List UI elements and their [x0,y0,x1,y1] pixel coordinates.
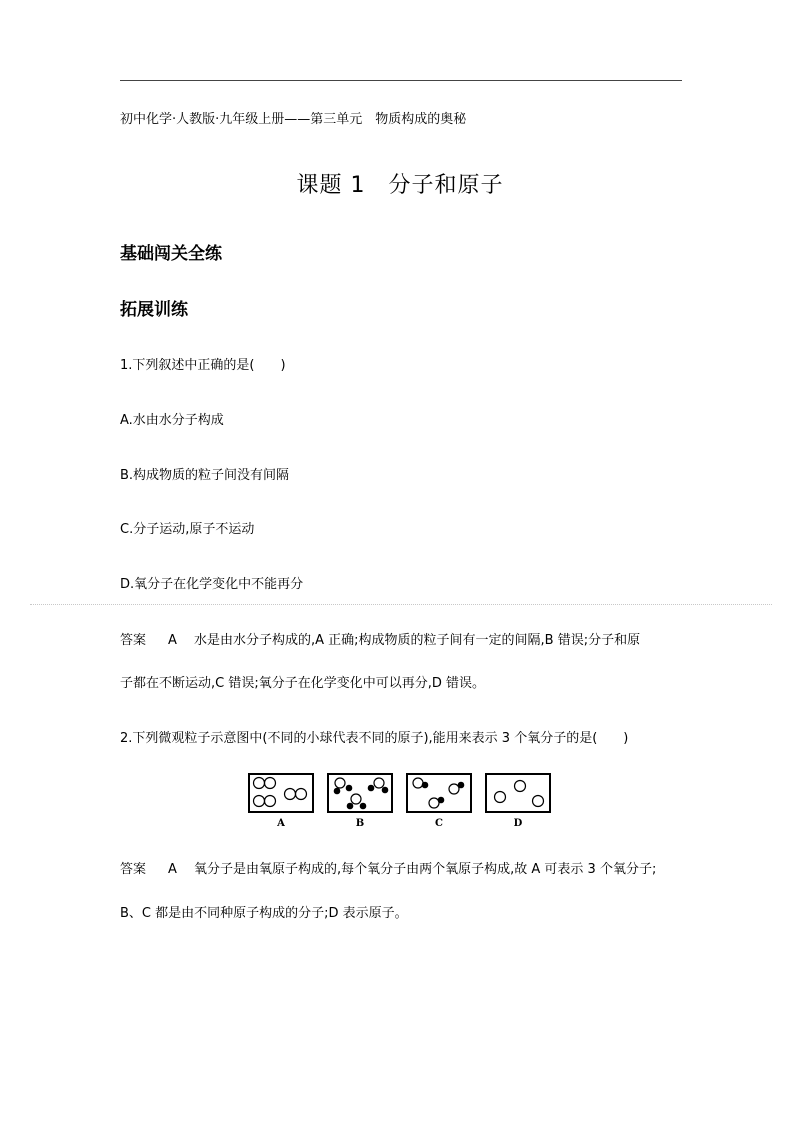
question-1-option-b: B.构成物质的粒子间没有间隔 [120,468,290,483]
question-1-option-a: A.水由水分子构成 [120,413,224,428]
figure-option-c [406,773,472,813]
diagram-molecules-a [250,775,312,811]
answer-label: 答案 [120,862,147,877]
figure-option-b [327,773,393,813]
figure-label-a: A [277,818,285,829]
section-heading-basic: 基础闯关全练 [120,244,222,264]
diagram-atoms-d [487,775,549,811]
question-2-stem: 2.下列微观粒子示意图中(不同的小球代表不同的原子),能用来表示 3 个氧分子的是( ) [120,731,629,746]
question-1-option-c: C.分子运动,原子不运动 [120,522,255,537]
answer-key: A [168,633,177,648]
page-break-divider [30,604,772,605]
answer-explanation-line-2: B、C 都是由不同种原子构成的分子;D 表示原子。 [120,906,408,921]
answer-key: A [168,862,177,877]
figure-option-d [485,773,551,813]
header-rule [120,80,682,81]
figure-label-c: C [435,818,443,829]
question-1-stem: 1.下列叙述中正确的是( ) [120,358,286,373]
answer-explanation-line-1: 氧分子是由氧原子构成的,每个氧分子由两个氧原子构成,故 A 可表示 3 个氧分子; [194,862,657,877]
diagram-molecules-b [329,775,391,811]
question-1-option-d: D.氧分子在化学变化中不能再分 [120,577,304,592]
answer-label: 答案 [120,633,147,648]
figure-option-a [248,773,314,813]
question-1-answer [120,629,640,648]
page-title: 课题 1 分子和原子 [296,173,504,198]
answer-explanation-line-1: 水是由水分子构成的,A 正确;构成物质的粒子间有一定的间隔,B 错误;分子和原 [194,633,641,648]
section-heading-extended: 拓展训练 [120,300,188,320]
figure-label-b: B [355,818,365,829]
diagram-molecules-c [408,775,470,811]
figure-label-d: D [513,818,523,829]
question-2-answer [120,858,656,877]
page-header: 初中化学·人教版·九年级上册——第三单元 物质构成的奥秘 [120,112,467,127]
answer-explanation-line-2: 子都在不断运动,C 错误;氧分子在化学变化中可以再分,D 错误。 [120,676,485,691]
